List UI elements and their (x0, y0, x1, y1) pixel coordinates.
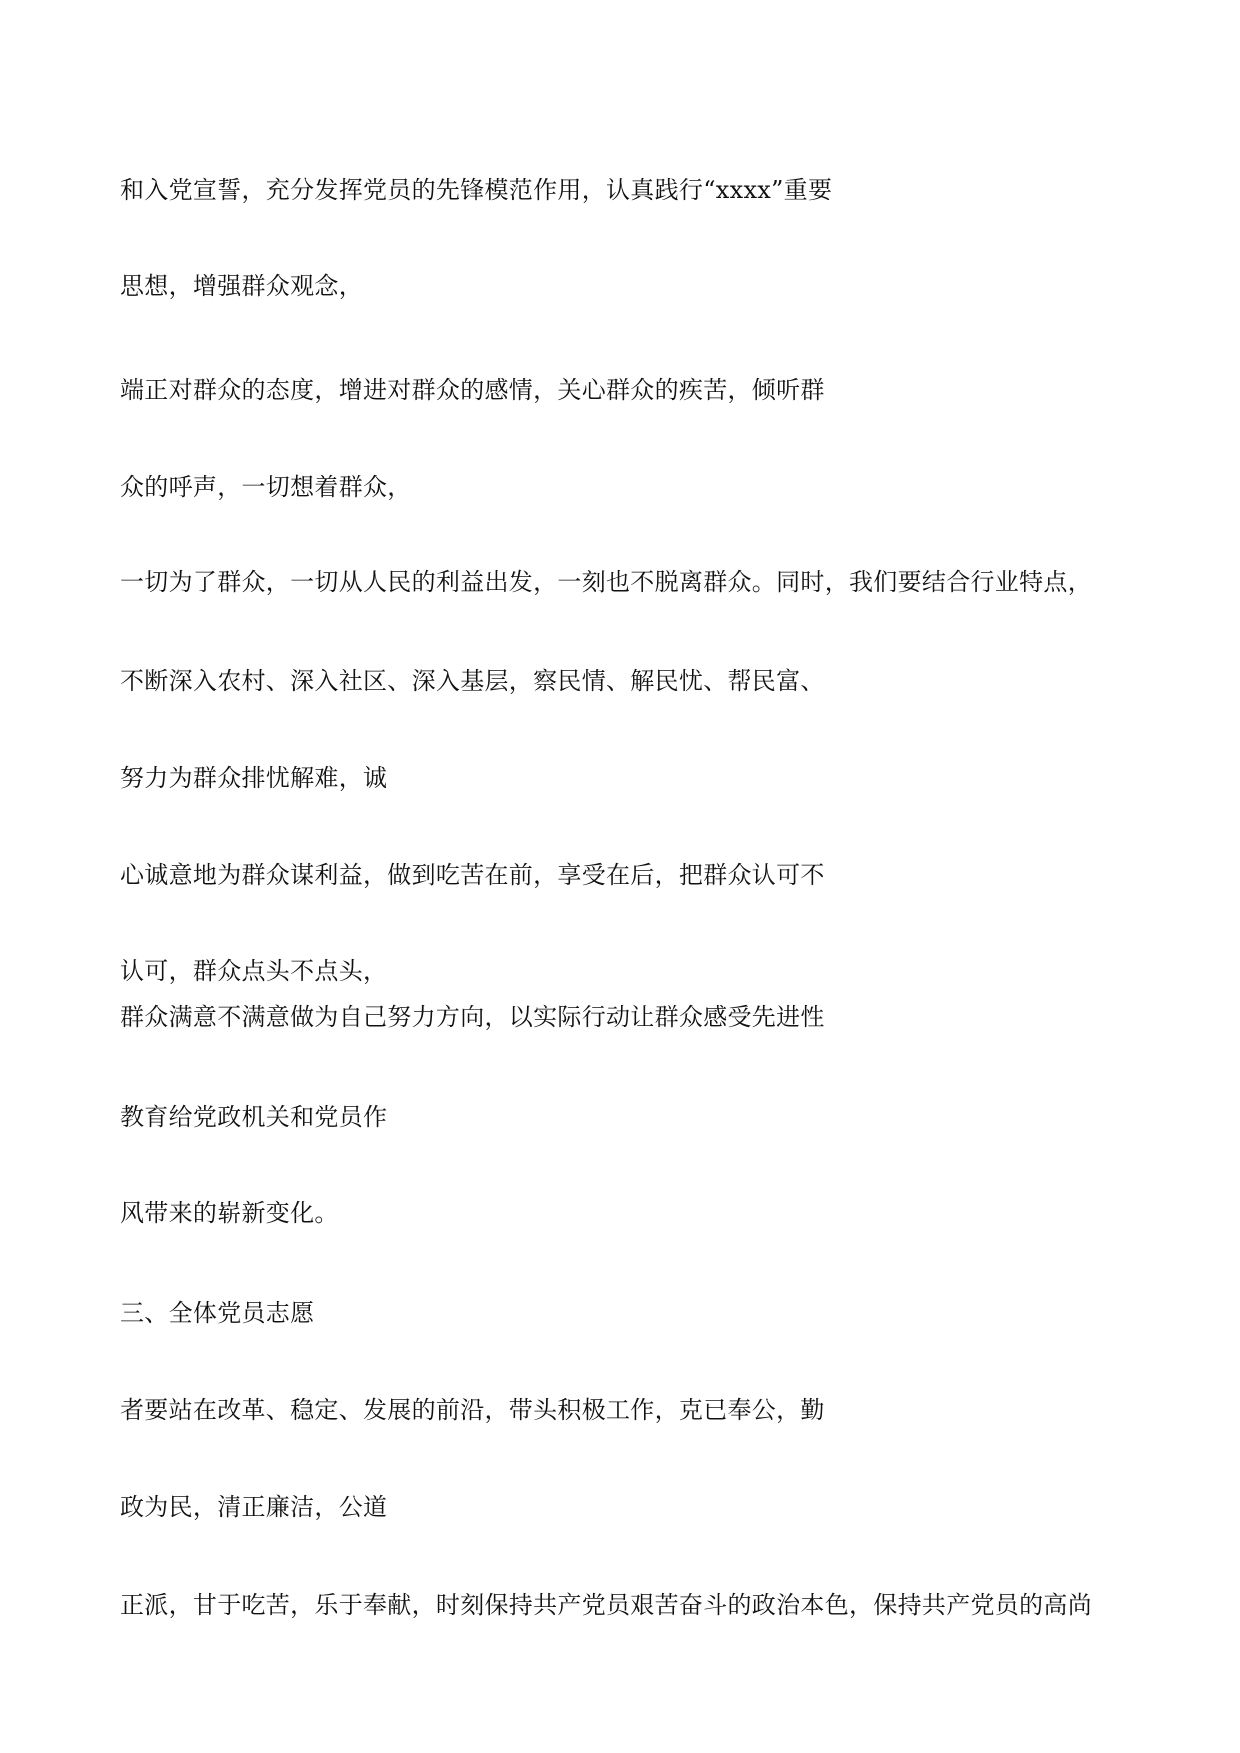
text-line: 心诚意地为群众谋利益，做到吃苦在前，享受在后，把群众认可不 (120, 861, 825, 889)
text-line: 和入党宣誓，充分发挥党员的先锋模范作用，认真践行“xxxx”重要 (120, 176, 833, 204)
text-line: 群众满意不满意做为自己努力方向，以实际行动让群众感受先进性 (120, 1003, 825, 1031)
text-line: 者要站在改革、稳定、发展的前沿，带头积极工作，克已奉公，勤 (120, 1396, 825, 1424)
text-line: 不断深入农村、深入社区、深入基层，察民情、解民忧、帮民富、 (120, 667, 825, 695)
text-line: 思想，增强群众观念， (120, 272, 363, 300)
section-heading: 三、全体党员志愿 (120, 1299, 315, 1327)
text-line: 众的呼声，一切想着群众， (120, 473, 412, 501)
text-line: 教育给党政机关和党员作 (120, 1103, 388, 1131)
text-line: 端正对群众的态度，增进对群众的感情，关心群众的疾苦，倾听群 (120, 376, 825, 404)
text-line: 政为民，清正廉洁，公道 (120, 1493, 388, 1521)
text-line: 正派，甘于吃苦，乐于奉献，时刻保持共产党员艰苦奋斗的政治本色，保持共产党员的高尚 (120, 1591, 1092, 1619)
text-line: 一切为了群众，一切从人民的利益出发，一刻也不脱离群众。同时，我们要结合行业特点， (120, 568, 1092, 596)
text-line: 风带来的崭新变化。 (120, 1199, 339, 1227)
text-line: 努力为群众排忧解难，诚 (120, 764, 388, 792)
text-line: 认可，群众点头不点头， (120, 957, 388, 985)
